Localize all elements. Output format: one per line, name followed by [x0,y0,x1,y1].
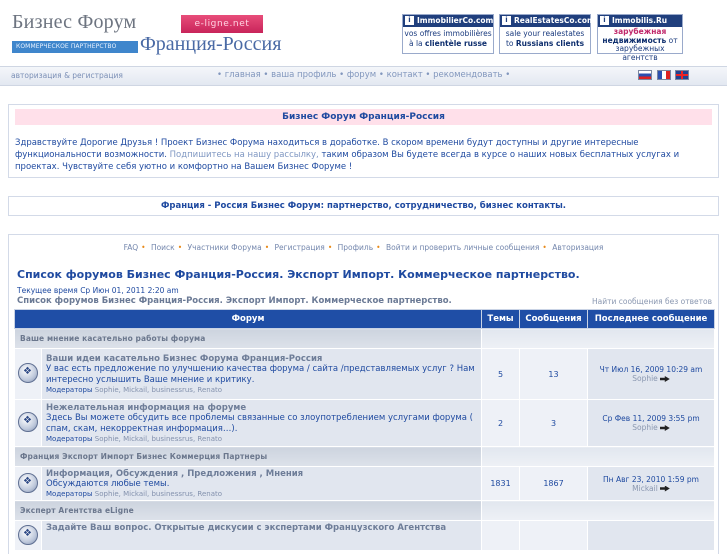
posts-count: 13 [520,349,588,400]
ad-line: to [505,39,516,48]
category-filler [482,329,715,349]
ad-immobilis-ru[interactable] [597,14,683,62]
forum-description: Обсуждаются любые темы. [46,479,170,489]
subnav-faq[interactable]: FAQ [123,243,139,252]
ad-line: от [666,35,678,45]
forum-moderators [46,435,481,443]
category-filler [482,501,715,521]
last-post [588,521,715,551]
posts-count: 1867 [520,467,588,501]
unanswered-link[interactable]: Найти сообщения без ответов [592,297,712,306]
last-post-date: Пн Авг 23, 2010 1:59 pm [603,474,699,484]
eligne-logo[interactable]: e-ligne.net [181,15,263,33]
category-filler [482,447,715,467]
topics-count: 1831 [482,467,520,501]
forum-name[interactable]: Задайте Ваш вопрос. Открытые дискусии с экспертами Французского Агентства [46,523,447,533]
forum-index-title[interactable]: Список форумов Бизнес Франция-Россия. Экспорт Импорт. Коммерческое партнерство. [17,268,580,281]
subnav-profile[interactable]: Профиль [337,243,374,252]
topics-count: 5 [482,349,520,400]
ad-line-bold: Russians clients [515,39,585,48]
last-post [588,467,715,501]
auth-link[interactable]: авторизация & регистрация [11,71,123,80]
logo-subtitle[interactable]: Франция-Россия [140,33,282,55]
forum-name[interactable]: Ваши идеи касательно Бизнес Форума Франция-Россия [46,354,323,364]
forum-folder-icon [18,473,38,493]
ad-line-bold: недвижимость [602,35,667,45]
last-post-user[interactable]: Sophie [632,423,658,432]
moderator-names[interactable]: Sophie, Mickail, businessrus, Renato [94,490,223,498]
moderators-label: Модераторы [46,435,93,443]
ad-line: vos offres immobilières [404,29,492,38]
welcome-text-part: таким образом Вы будете всегда в курсе о наших новых бесплатных услугах и проектах. Чувствуйте себя уютно и комфортно на Вашем Бизнес Форуме ! [15,150,680,172]
last-post-date: Ср Фев 11, 2009 3:55 pm [602,414,700,423]
subnav-messages[interactable]: Войти и проверить личные сообщения [385,243,540,252]
posts-count: 3 [520,400,588,447]
ad-immobilierco[interactable] [402,14,494,54]
topics-count: 2 [482,400,520,447]
welcome-text [15,137,705,173]
goto-last-post-icon[interactable] [660,486,670,492]
subscribe-link[interactable]: Подпишитесь на нашу рассылку, [169,150,319,160]
info-icon: i [600,16,609,25]
main-nav-links[interactable]: • главная • ваша профиль • форум • контакт • рекомендовать • [217,70,511,80]
ad-line: sale your realestates [505,29,585,38]
forum-description: У вас есть предложение по улучшению качества форума / сайта /представляемых услуг ? Нам интересно услышить Ваше мнение и критику. [46,364,475,385]
welcome-box [8,104,719,178]
header-forum: Форум [15,310,482,329]
logo-title[interactable]: Бизнес Форум [12,11,137,33]
posts-count [520,521,588,551]
topics-count [482,521,520,551]
site-tagline: Франция - Россия Бизнес Форум: партнерство, сотрудничество, бизнес контакты. [8,196,719,216]
ad-line: зарубежных агентств [615,44,665,62]
logo-band: КОММЕРЧЕСКОЕ ПАРТНЕРСТВО [12,41,138,53]
flag-france-icon[interactable] [657,70,671,80]
subnav-login[interactable]: Авторизация [552,243,604,252]
ad-line: зарубежная [613,27,667,36]
language-flags [636,70,689,80]
last-post-user[interactable]: Sophie [632,374,658,383]
forum-row [15,521,715,551]
moderator-names[interactable]: Sophie, Mickail, businessrus, Renato [94,435,223,443]
subnav-members[interactable]: Участники Форума [187,243,262,252]
last-post [588,400,715,447]
forum-folder-icon [18,363,38,383]
subnav-search[interactable]: Поиск [150,243,175,252]
header-last-post: Последнее сообщение [588,310,715,329]
forum-moderators [46,386,481,394]
forum-name[interactable]: Информация, Обсуждения , Предложения , Мнения [46,469,304,479]
top-nav [0,66,727,86]
forum-description: Здесь Вы можете обсудить все проблемы связанные со злоупотреблением услугами форума ( спам, скам, некорректная информация…). [46,413,473,434]
forum-table [14,309,715,551]
info-icon: i [405,16,414,25]
moderators-label: Модераторы [46,386,93,394]
subnav-register[interactable]: Регистрация [274,243,325,252]
ad-line: à la [408,39,426,48]
flag-uk-icon[interactable] [675,70,689,80]
forum-row [15,467,715,501]
moderators-label: Модераторы [46,490,93,498]
site-header [0,0,727,66]
header-topics: Темы [482,310,520,329]
ad-title: Immobilis.Ru [612,16,668,25]
forum-moderators [46,490,481,498]
category-name[interactable]: Эксперт Агентства eLigne [15,501,482,521]
ad-title: ImmobilierCo.com [417,16,494,25]
last-post-date: Чт Июл 16, 2009 10:29 am [599,365,703,374]
category-name[interactable]: Ваше мнение касательно работы форума [15,329,482,349]
forum-folder-icon [18,525,38,545]
ad-line-bold: clientèle russe [425,39,488,48]
last-post [588,349,715,400]
goto-last-post-icon[interactable] [660,376,670,382]
ad-title: RealEstatesCo.com [514,16,595,25]
last-post-user[interactable]: Mickail [632,483,658,493]
goto-last-post-icon[interactable] [660,425,670,431]
forum-folder-icon [18,412,38,432]
current-time: Текущее время Ср Июн 01, 2011 2:20 am [17,286,179,295]
forum-frame [8,234,719,554]
forum-name[interactable]: Нежелательная информация на форуме [46,403,247,413]
flag-russia-icon[interactable] [638,70,652,80]
ad-realestatesco[interactable] [499,14,595,54]
moderator-names[interactable]: Sophie, Mickail, businessrus, Renato [94,386,223,394]
forum-index-link[interactable]: Список форумов Бизнес Франция-Россия. Экспорт Импорт. Коммерческое партнерство. [17,296,452,306]
forum-row [15,400,715,447]
info-icon: i [502,16,511,25]
header-posts: Сообщения [520,310,588,329]
welcome-title: Бизнес Форум Франция-Россия [15,109,712,125]
forum-row [15,349,715,400]
forum-subnav: FAQ • Поиск • Участники Форума • Регистрация • Профиль • Войти и проверить личные сообщения • Авторизация [123,243,604,252]
welcome-text-part: Здравствуйте Дорогие Друзья ! Проект Бизнес Форума находиться в доработке. В скором времени будут доступны и другие интересные функциональности возможности. [15,138,639,160]
category-name[interactable]: Франция Экспорт Импорт Бизнес Коммерция Партнеры [15,447,482,467]
